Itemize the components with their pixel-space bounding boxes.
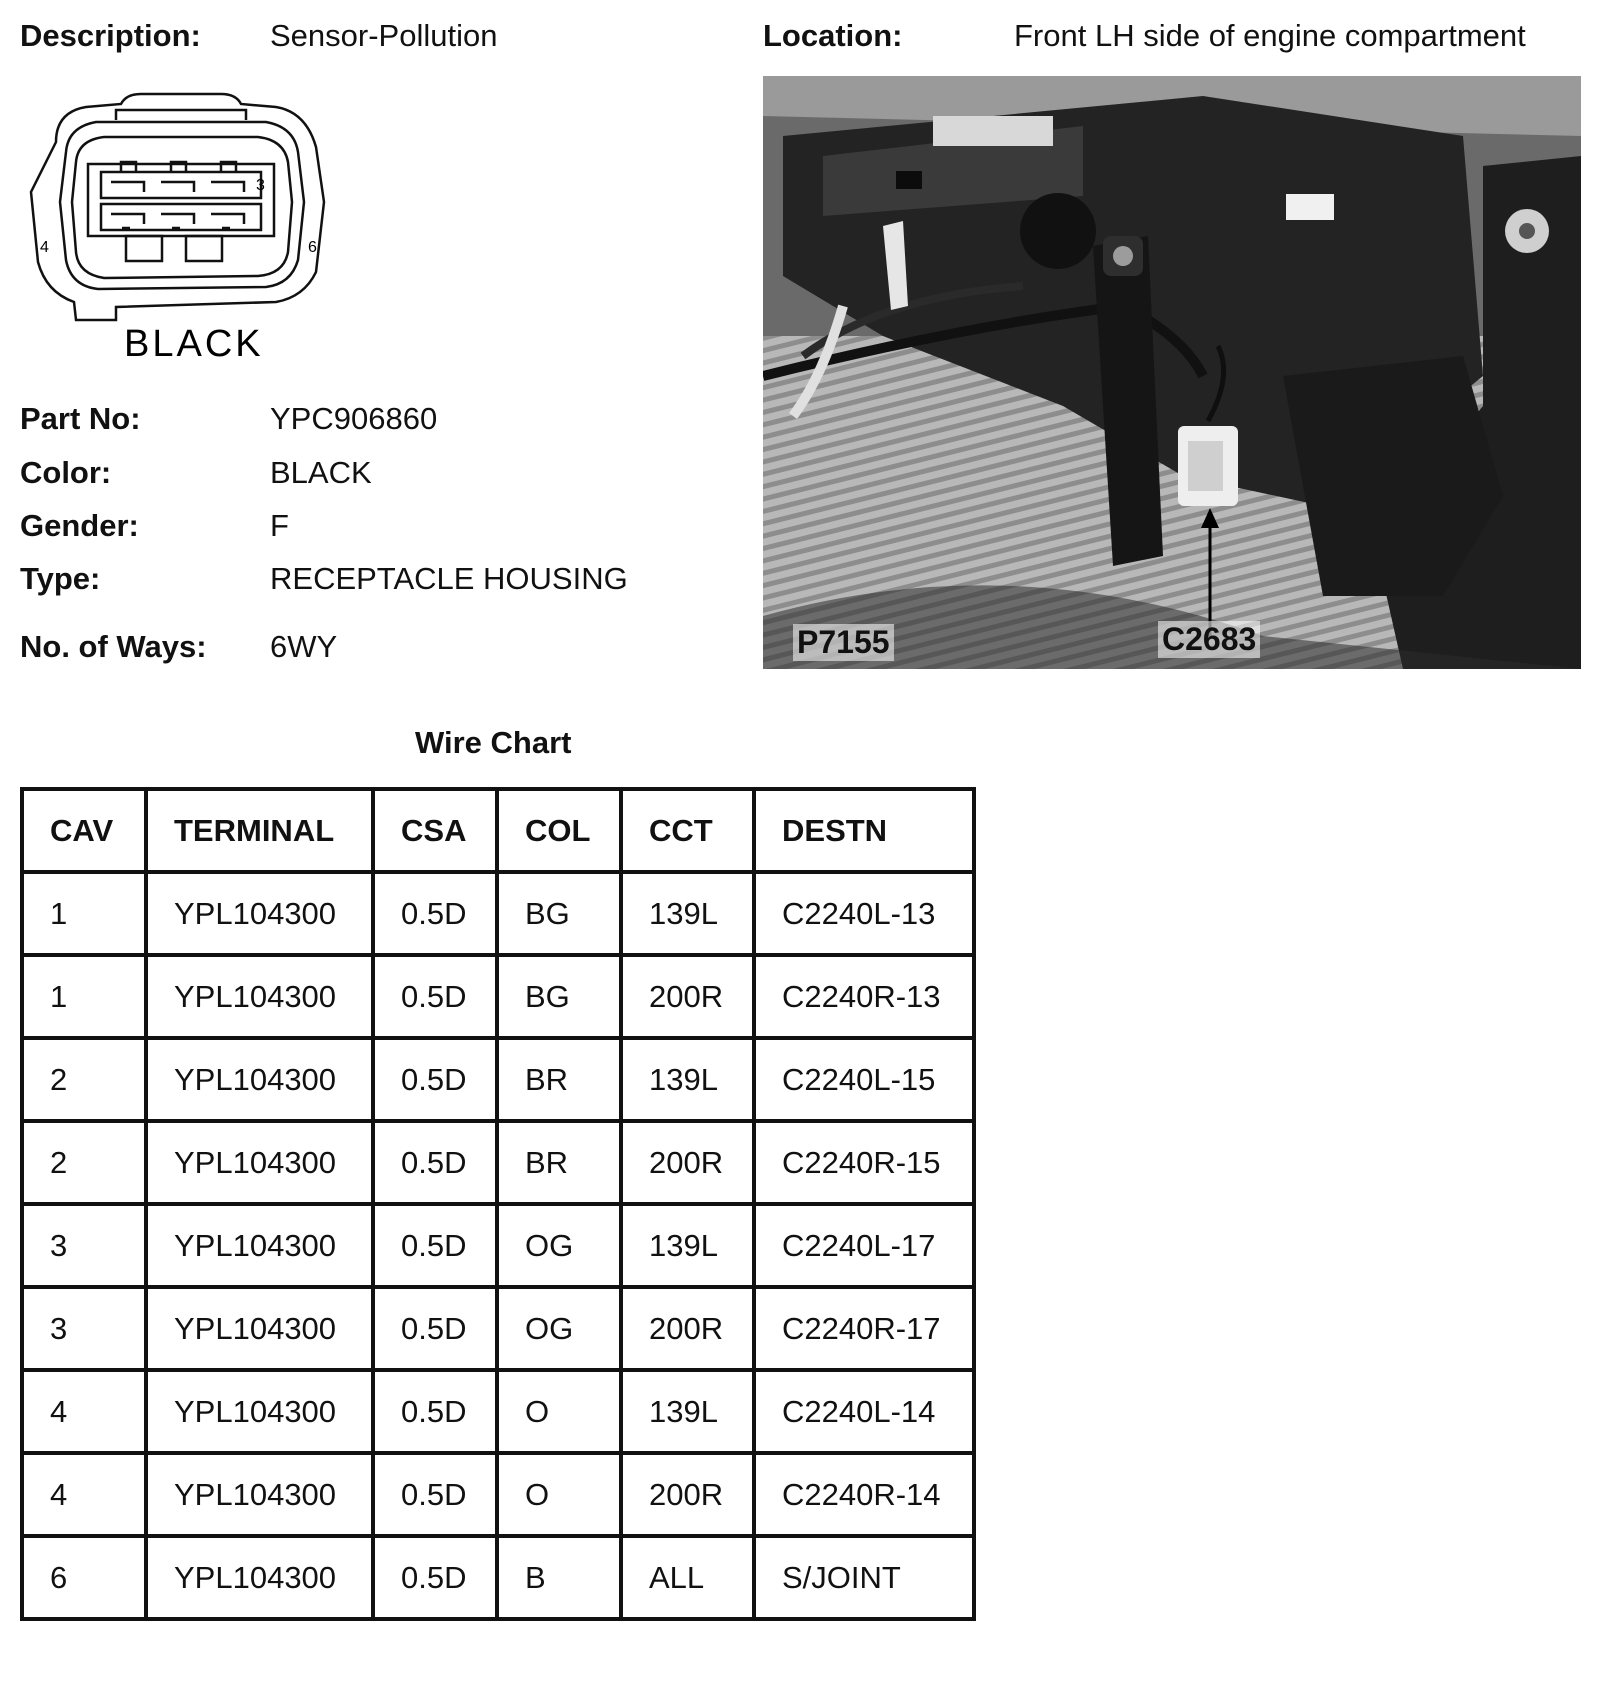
- table-cell-cct: 139L: [621, 872, 754, 955]
- table-cell-col: B: [497, 1536, 621, 1619]
- spec-label: Color:: [20, 455, 112, 490]
- spec-label: Gender:: [20, 508, 139, 543]
- table-cell-destn: C2240R-15: [754, 1121, 974, 1204]
- table-cell-cct: ALL: [621, 1536, 754, 1619]
- spec-value: 6WY: [270, 629, 338, 664]
- table-cell-terminal: YPL104300: [146, 1370, 373, 1453]
- pin-label-4: 4: [40, 239, 49, 256]
- table-cell-cav: 4: [22, 1370, 146, 1453]
- spec-label: Part No:: [20, 401, 141, 436]
- table-cell-cct: 139L: [621, 1204, 754, 1287]
- column-header-cct: CCT: [621, 789, 754, 872]
- table-row: [22, 1370, 974, 1453]
- table-cell-csa: 0.5D: [373, 1453, 497, 1536]
- wire-chart-table: [20, 787, 976, 1621]
- column-header-csa: CSA: [373, 789, 497, 872]
- table-cell-col: BR: [497, 1038, 621, 1121]
- column-header-col: COL: [497, 789, 621, 872]
- spec-value: RECEPTACLE HOUSING: [270, 561, 628, 596]
- table-row: [22, 1121, 974, 1204]
- photo-connector-label: C2683: [1158, 621, 1260, 658]
- table-cell-cct: 139L: [621, 1038, 754, 1121]
- table-cell-terminal: YPL104300: [146, 1038, 373, 1121]
- spec-value: F: [270, 508, 289, 543]
- wire-chart-title: Wire Chart: [415, 725, 572, 760]
- description-value: Sensor-Pollution: [270, 18, 498, 53]
- table-cell-terminal: YPL104300: [146, 1287, 373, 1370]
- table-cell-cav: 6: [22, 1536, 146, 1619]
- spec-value: YPC906860: [270, 401, 438, 436]
- table-cell-destn: C2240R-17: [754, 1287, 974, 1370]
- column-header-terminal: TERMINAL: [146, 789, 373, 872]
- table-row: [22, 1453, 974, 1536]
- table-cell-destn: C2240R-14: [754, 1453, 974, 1536]
- table-cell-cct: 200R: [621, 955, 754, 1038]
- table-cell-cct: 200R: [621, 1453, 754, 1536]
- table-cell-terminal: YPL104300: [146, 1536, 373, 1619]
- location-label: Location:: [763, 18, 903, 53]
- wire-chart-header-row: [22, 789, 974, 872]
- table-cell-csa: 0.5D: [373, 955, 497, 1038]
- table-cell-csa: 0.5D: [373, 1370, 497, 1453]
- table-cell-cct: 200R: [621, 1121, 754, 1204]
- table-cell-terminal: YPL104300: [146, 1453, 373, 1536]
- photo-ref-label: P7155: [793, 624, 894, 661]
- connector-color-text: BLACK: [124, 323, 264, 362]
- table-cell-destn: C2240L-14: [754, 1370, 974, 1453]
- table-cell-cav: 3: [22, 1287, 146, 1370]
- table-cell-col: OG: [497, 1204, 621, 1287]
- table-cell-csa: 0.5D: [373, 872, 497, 955]
- table-cell-destn: C2240L-17: [754, 1204, 974, 1287]
- pin-label-6: 6: [308, 239, 317, 256]
- table-cell-cct: 139L: [621, 1370, 754, 1453]
- spec-value: BLACK: [270, 455, 372, 490]
- table-row: [22, 1038, 974, 1121]
- table-cell-col: BG: [497, 955, 621, 1038]
- table-cell-cav: 4: [22, 1453, 146, 1536]
- table-cell-destn: C2240R-13: [754, 955, 974, 1038]
- table-cell-terminal: YPL104300: [146, 955, 373, 1038]
- table-cell-cav: 1: [22, 872, 146, 955]
- table-cell-csa: 0.5D: [373, 1121, 497, 1204]
- table-cell-terminal: YPL104300: [146, 1204, 373, 1287]
- connector-diagram: [26, 92, 336, 367]
- column-header-destn: DESTN: [754, 789, 974, 872]
- column-header-cav: CAV: [22, 789, 146, 872]
- location-value: Front LH side of engine compartment: [1014, 18, 1526, 53]
- table-cell-col: BG: [497, 872, 621, 955]
- table-cell-col: O: [497, 1370, 621, 1453]
- table-cell-destn: C2240L-15: [754, 1038, 974, 1121]
- table-row: [22, 1204, 974, 1287]
- table-cell-csa: 0.5D: [373, 1204, 497, 1287]
- table-cell-cct: 200R: [621, 1287, 754, 1370]
- table-cell-col: O: [497, 1453, 621, 1536]
- table-cell-destn: S/JOINT: [754, 1536, 974, 1619]
- table-row: [22, 872, 974, 955]
- location-photo: [763, 76, 1581, 669]
- table-cell-destn: C2240L-13: [754, 872, 974, 955]
- table-cell-cav: 3: [22, 1204, 146, 1287]
- table-row: [22, 955, 974, 1038]
- table-row: [22, 1287, 974, 1370]
- table-cell-col: OG: [497, 1287, 621, 1370]
- table-cell-csa: 0.5D: [373, 1287, 497, 1370]
- table-cell-terminal: YPL104300: [146, 872, 373, 955]
- table-cell-csa: 0.5D: [373, 1536, 497, 1619]
- spec-label: Type:: [20, 561, 101, 596]
- table-cell-cav: 2: [22, 1121, 146, 1204]
- table-cell-col: BR: [497, 1121, 621, 1204]
- description-label: Description:: [20, 18, 201, 53]
- table-cell-csa: 0.5D: [373, 1038, 497, 1121]
- table-cell-cav: 2: [22, 1038, 146, 1121]
- table-cell-terminal: YPL104300: [146, 1121, 373, 1204]
- pin-label-3: 3: [256, 177, 265, 194]
- table-cell-cav: 1: [22, 955, 146, 1038]
- spec-label: No. of Ways:: [20, 629, 207, 664]
- table-row: [22, 1536, 974, 1619]
